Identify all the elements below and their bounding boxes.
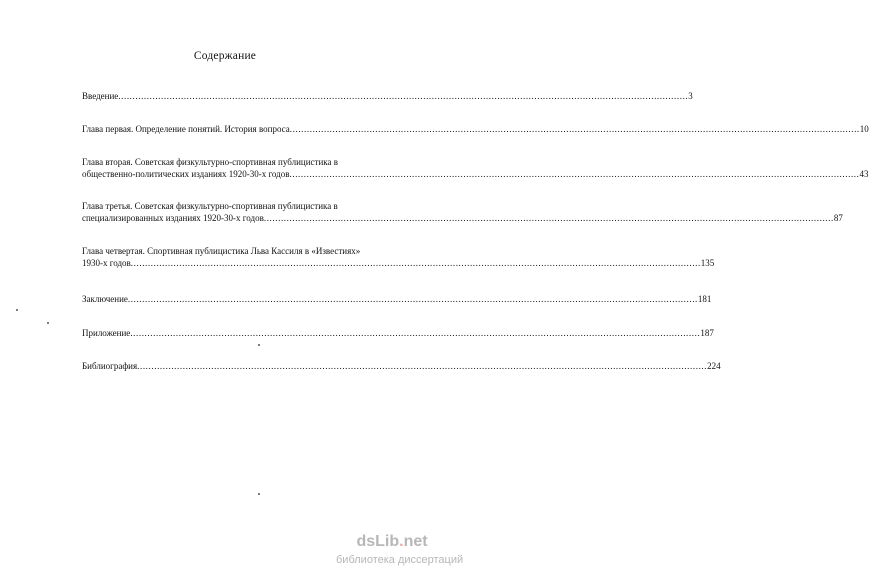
watermark-logo (336, 533, 464, 579)
toc-dot-leader: ........................................................................................................................................................................................................ (127, 294, 698, 304)
toc-entry (82, 123, 869, 135)
scan-speck (16, 309, 18, 311)
toc-page-number: 187 (700, 328, 714, 338)
watermark-brand (336, 533, 448, 551)
toc-entry-title: Заключение (82, 294, 128, 304)
watermark-brand-b: net (403, 533, 428, 550)
toc-page-number: 10 (859, 124, 869, 134)
toc-dot-leader: ........................................................................................................................................................................................................ (118, 91, 689, 101)
toc-line (82, 293, 712, 305)
watermark-caption: библиотека диссертаций (336, 554, 464, 566)
toc-entry (82, 90, 693, 102)
toc-line (82, 200, 404, 212)
toc-line (82, 168, 869, 180)
scan-speck (47, 322, 49, 324)
toc-line (82, 212, 843, 224)
watermark-brand-a: dsLib (356, 533, 400, 550)
toc-page-number: 181 (697, 294, 712, 304)
toc-entry-title: Введение (82, 91, 119, 101)
toc-entry (82, 293, 712, 305)
toc-line (82, 90, 693, 102)
watermark-brand-dot: . (399, 533, 404, 550)
toc-entry-title: специализированных изданиях 1920-30-х годов (82, 213, 264, 223)
toc-entry-title: Приложение (82, 328, 131, 338)
toc-dot-leader: ........................................................................................................................................................................................................ (130, 328, 701, 338)
toc-entry (82, 327, 714, 339)
toc-entry-title: Глава вторая. Советская физкультурно-спортивная публицистика в (82, 157, 339, 167)
toc-entry-title: общественно-политических изданиях 1920-30-х годов (82, 169, 290, 179)
toc-line (82, 360, 721, 372)
scan-speck (258, 493, 260, 495)
toc-entry-title: Глава четвертая. Спортивная публицистика Льва Кассиля в «Известиях» (82, 246, 361, 256)
page-title: Содержание (193, 50, 257, 62)
toc-line (82, 327, 714, 339)
toc-line (82, 257, 715, 269)
toc-entry (82, 360, 721, 372)
toc-line (82, 123, 869, 135)
toc-dot-leader: ........................................................................................................................................................................................................ (263, 213, 834, 223)
toc-dot-leader: ........................................................................................................................................................................................................ (130, 258, 701, 268)
toc-entry-title: Глава третья. Советская физкультурно-спортивная публицистика в (82, 201, 338, 211)
toc-line (82, 245, 404, 257)
toc-page-number: 135 (700, 258, 715, 268)
toc-entry (82, 245, 715, 269)
toc-entry-title: 1930-х годов (82, 258, 131, 268)
toc-dot-leader: ........................................................................................................................................................................................................ (289, 169, 860, 179)
toc-line (82, 156, 404, 168)
toc-dot-leader: ........................................................................................................................................................................................................ (137, 361, 708, 371)
toc-entry (82, 200, 843, 224)
toc-entry-title: Глава первая. Определение понятий. История вопроса (82, 124, 290, 134)
toc-page-number: 3 (688, 91, 693, 101)
scan-speck (258, 344, 260, 346)
toc-entry (82, 156, 869, 180)
toc-dot-leader: ........................................................................................................................................................................................................ (289, 124, 860, 134)
toc-entry-title: Библиография (82, 361, 138, 371)
toc-page-number: 224 (707, 361, 721, 371)
toc-page-number: 87 (833, 213, 843, 223)
toc-page-number: 43 (859, 169, 869, 179)
